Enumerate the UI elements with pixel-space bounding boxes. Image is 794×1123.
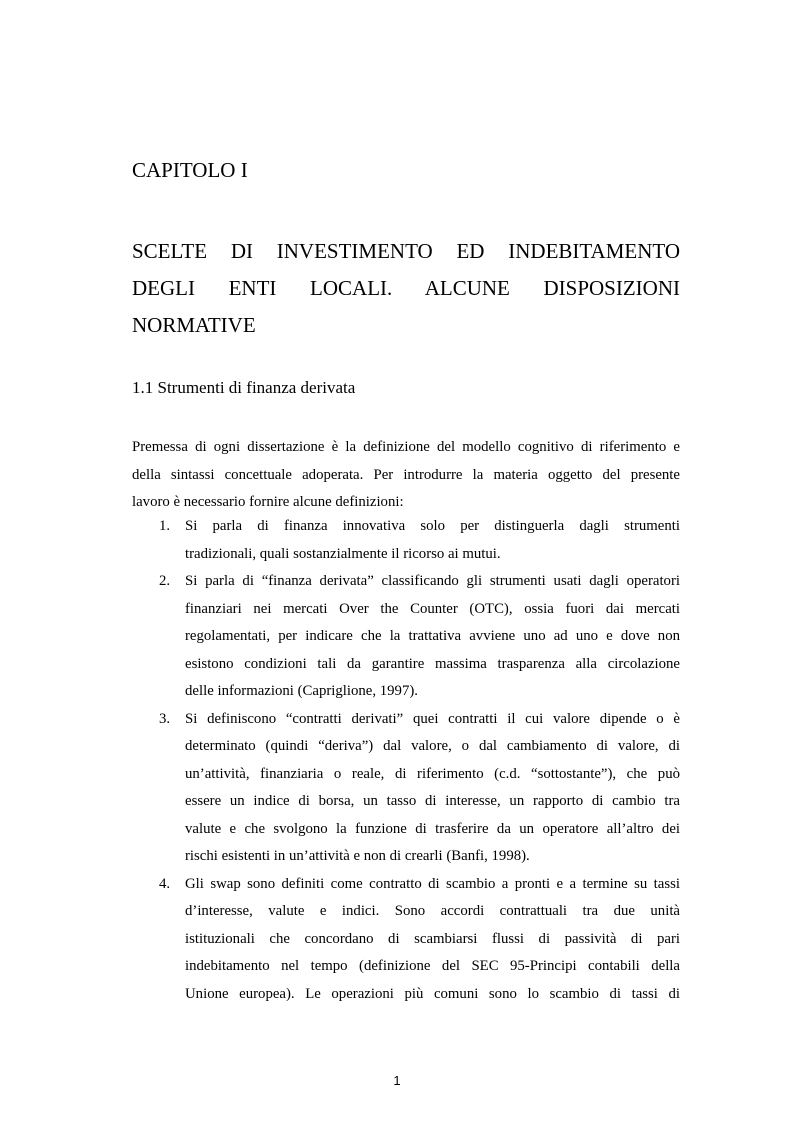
list-item-line: Unione europea). Le operazioni più comuni sono lo scambio di tassi di [185, 985, 680, 1002]
list-item-line: Si definiscono “contratti derivati” quei contratti il cui valore dipende o è [185, 710, 680, 727]
list-item-line: Si parla di finanza innovativa solo per distinguerla dagli strumenti [185, 518, 680, 534]
list-item-line: istituzionali che concordano di scambiarsi flussi di passività di pari [185, 930, 680, 947]
list-item-line: d’interesse, valute e indici. Sono accordi contrattuali tra due unità [185, 903, 680, 919]
list-item-number: 1. [159, 518, 171, 534]
paragraph-line: lavoro è necessario fornire alcune definizioni: [132, 494, 404, 510]
list-item [132, 568, 680, 706]
paragraph-line: Premessa di ogni dissertazione è la definizione del modello cognitivo di riferimento e [132, 439, 680, 455]
list-item-line: delle informazioni (Capriglione, 1997). [185, 683, 418, 699]
list-item-line: indebitamento nel tempo (definizione del SEC 95-Principi contabili della [185, 958, 680, 974]
list-item-line: Si parla di “finanza derivata” classificando gli strumenti usati dagli operatori [185, 573, 680, 589]
intro-paragraph [132, 434, 680, 517]
list-item-line: esistono condizioni tali da garantire massima trasparenza alla circolazione [185, 655, 680, 672]
list-item-line: finanziari nei mercati Over the Counter (OTC), ossia fuori dai mercati [185, 600, 680, 617]
list-item-line: tradizionali, quali sostanzialmente il ricorso ai mutui. [185, 545, 501, 562]
list-item-number: 3. [159, 710, 171, 727]
list-item-line: Gli swap sono definiti come contratto di scambio a pronti e a termine su tassi [185, 875, 680, 892]
section-heading: 1.1 Strumenti di finanza derivata [132, 378, 356, 397]
list-item-line: determinato (quindi “deriva”) dal valore, o dal cambiamento di valore, di [185, 738, 680, 754]
list-item-number: 4. [159, 875, 171, 892]
list-item [132, 706, 680, 871]
list-item [132, 871, 680, 1009]
chapter-title [132, 233, 680, 344]
list-item-line: regolamentati, per indicare che la trattativa avviene uno ad uno e dove non [185, 628, 680, 644]
chapter-heading: CAPITOLO I [132, 158, 248, 182]
chapter-title-line: DEGLI ENTI LOCALI. ALCUNE DISPOSIZIONI [132, 276, 680, 300]
paragraph-line: della sintassi concettuale adoperata. Per introdurre la materia oggetto del presente [132, 466, 680, 483]
list-item-line: essere un indice di borsa, un tasso di interesse, un rapporto di cambio tra [185, 793, 680, 809]
list-item-line: rischi esistenti in un’attività e non di crearli (Banfi, 1998). [185, 848, 530, 864]
list-item-line: valute e che svolgono la funzione di trasferire da un operatore all’altro dei [185, 820, 680, 837]
definitions-list [132, 513, 680, 1008]
page-number: 1 [393, 1073, 401, 1088]
chapter-title-line: NORMATIVE [132, 313, 256, 337]
list-item [132, 513, 680, 568]
list-item-number: 2. [159, 573, 171, 589]
chapter-title-line: SCELTE DI INVESTIMENTO ED INDEBITAMENTO [132, 239, 680, 263]
list-item-line: un’attività, finanziaria o reale, di riferimento (c.d. “sottostante”), che può [185, 765, 680, 782]
